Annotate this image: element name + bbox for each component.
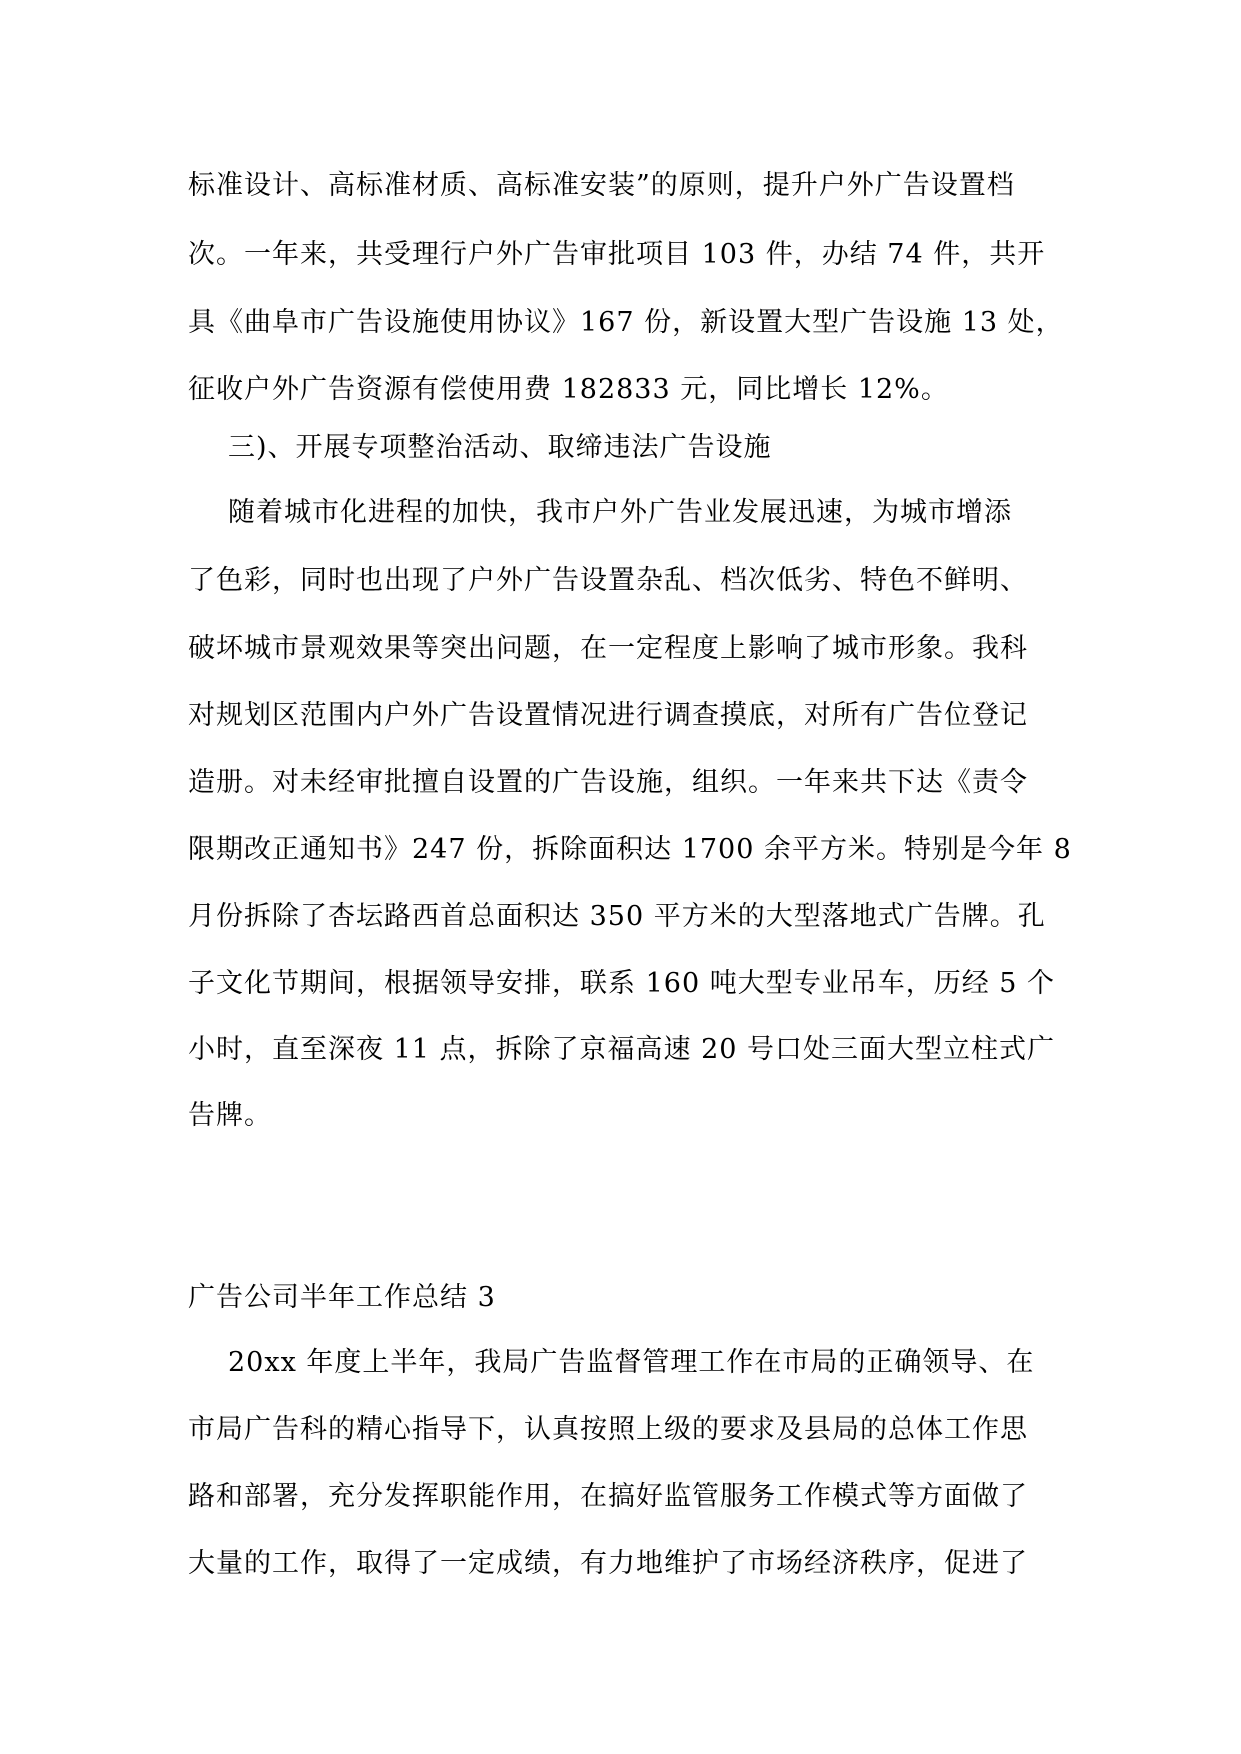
text-line: 标准设计、高标准材质、高标准安装”的原则，提升户外广告设置档 xyxy=(188,170,1015,201)
text-line: 对规划区范围内户外广告设置情况进行调查摸底，对所有广告位登记 xyxy=(188,700,1028,731)
text-line: 路和部署，充分发挥职能作用，在搞好监管服务工作模式等方面做了 xyxy=(188,1481,1028,1512)
text-line: 造册。对未经审批擅自设置的广告设施，组织。一年来共下达《责令 xyxy=(188,767,1028,798)
text-line: 征收户外广告资源有偿使用费 182833 元，同比增长 12%。 xyxy=(188,374,949,405)
text-line: 随着城市化进程的加快，我市户外广告业发展迅速，为城市增添 xyxy=(228,497,1012,528)
text-line: 次。一年来，共受理行户外广告审批项目 103 件，办结 74 件，共开 xyxy=(188,239,1046,270)
text-line: 月份拆除了杏坛路西首总面积达 350 平方米的大型落地式广告牌。孔 xyxy=(188,901,1046,932)
text-line: 小时，直至深夜 11 点，拆除了京福高速 20 号口处三面大型立柱式广 xyxy=(188,1034,1056,1065)
section-heading: 三)、开展专项整治活动、取缔违法广告设施 xyxy=(228,432,772,463)
text-line: 子文化节期间，根据领导安排，联系 160 吨大型专业吊车，历经 5 个 xyxy=(188,968,1056,999)
text-line: 市局广告科的精心指导下，认真按照上级的要求及县局的总体工作思 xyxy=(188,1414,1028,1445)
text-line: 限期改正通知书》247 份，拆除面积达 1700 余平方米。特别是今年 8 xyxy=(188,834,1072,865)
text-line: 具《曲阜市广告设施使用协议》167 份，新设置大型广告设施 13 处， xyxy=(188,307,1064,338)
text-line: 大量的工作，取得了一定成绩，有力地维护了市场经济秩序，促进了 xyxy=(188,1548,1028,1579)
text-line: 20xx 年度上半年，我局广告监督管理工作在市局的正确领导、在 xyxy=(228,1347,1035,1378)
text-line: 告牌。 xyxy=(188,1100,272,1131)
text-line: 破坏城市景观效果等突出问题，在一定程度上影响了城市形象。我科 xyxy=(188,633,1028,664)
text-line: 了色彩，同时也出现了户外广告设置杂乱、档次低劣、特色不鲜明、 xyxy=(188,565,1028,596)
article-title: 广告公司半年工作总结 3 xyxy=(188,1282,496,1313)
